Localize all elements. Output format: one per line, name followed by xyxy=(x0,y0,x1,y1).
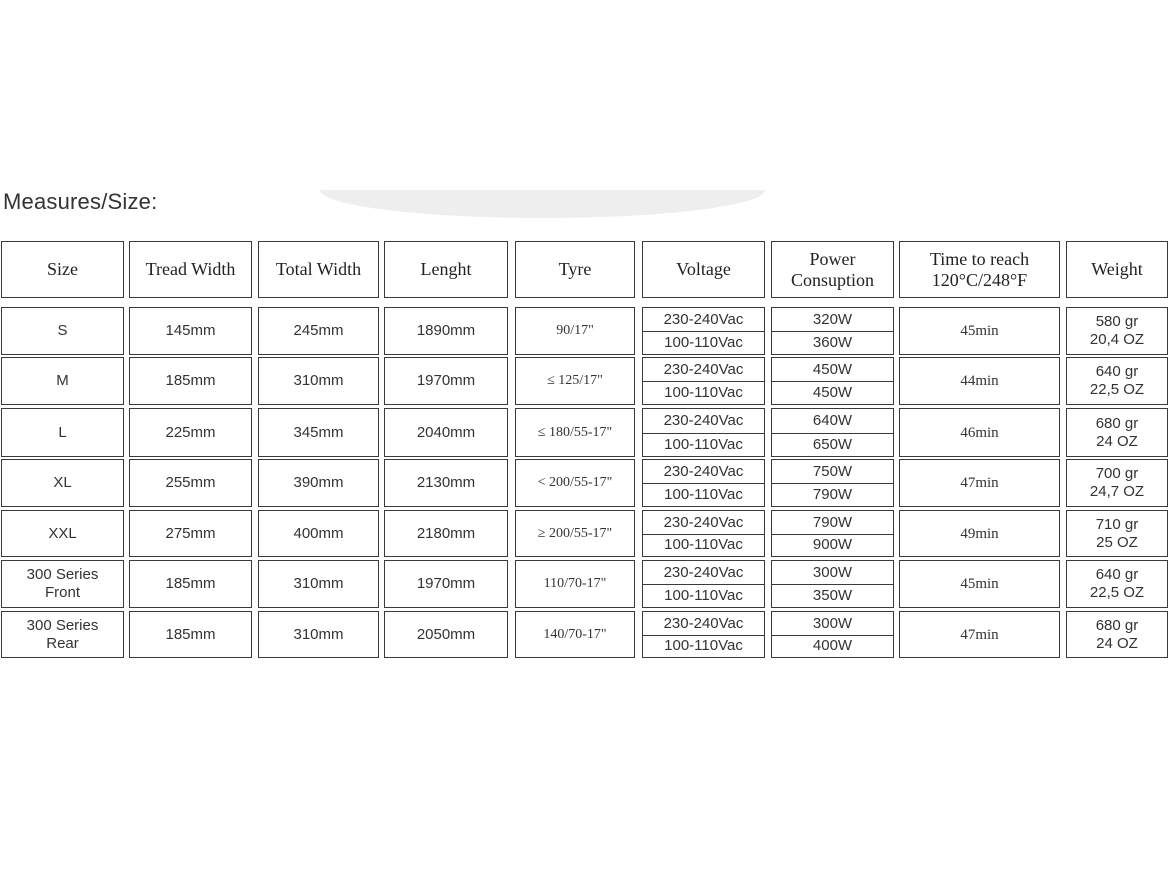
cell-voltage xyxy=(642,307,765,355)
cell-power-second: 900W xyxy=(812,536,853,554)
weight-grams: 640 gr xyxy=(1095,566,1139,583)
weight-ounces: 24 OZ xyxy=(1096,432,1138,450)
cell-size-text: 300 Series Rear xyxy=(26,616,99,652)
cell-size xyxy=(1,560,124,608)
weight-grams: 680 gr xyxy=(1095,616,1139,634)
cell-tyre xyxy=(515,459,635,507)
cell-power-first: 790W xyxy=(772,511,893,535)
header-tyre xyxy=(515,241,635,298)
cell-voltage-first: 230-240Vac xyxy=(643,511,764,535)
cell-power-first: 750W xyxy=(772,460,893,484)
cell-time-text: 44min xyxy=(960,373,999,389)
cell-weight xyxy=(1066,459,1168,507)
cell-power-first: 300W xyxy=(772,612,893,636)
cell-tread-width-text: 145mm xyxy=(165,322,216,339)
cell-tread-width xyxy=(129,510,252,557)
header-weight xyxy=(1066,241,1168,298)
cell-tyre-text: < 200/55-17" xyxy=(537,475,613,490)
cell-power xyxy=(771,357,894,405)
header-voltage-text: Voltage xyxy=(676,259,731,279)
cell-length-text: 2050mm xyxy=(416,625,476,643)
cell-power xyxy=(771,510,894,557)
cell-tyre xyxy=(515,408,635,457)
cell-total-width-text: 345mm xyxy=(293,423,344,441)
header-tread-width xyxy=(129,241,252,298)
cell-total-width xyxy=(258,408,379,457)
header-tread-width-text: Tread Width xyxy=(145,259,236,279)
cell-total-width xyxy=(258,560,379,608)
header-tyre-text: Tyre xyxy=(558,259,592,279)
header-time-to-reach xyxy=(899,241,1060,298)
cell-tyre-text: ≥ 200/55-17" xyxy=(537,525,613,541)
cell-power-second: 790W xyxy=(812,486,853,503)
cell-power xyxy=(771,560,894,608)
cell-size xyxy=(1,510,124,557)
cell-voltage-second: 100-110Vac xyxy=(664,384,743,401)
cell-time xyxy=(899,459,1060,507)
cell-weight xyxy=(1066,611,1168,658)
cell-size-text: XXL xyxy=(48,524,77,542)
cell-tyre-text: 140/70-17" xyxy=(543,626,607,642)
cell-voltage-second: 100-110Vac xyxy=(664,637,743,655)
header-size xyxy=(1,241,124,298)
cell-length-text: 2130mm xyxy=(416,474,476,491)
cell-tyre xyxy=(515,510,635,557)
cell-size-text: L xyxy=(58,423,67,441)
header-length xyxy=(384,241,508,298)
weight-ounces: 22,5 OZ xyxy=(1089,584,1145,601)
cell-length xyxy=(384,560,508,608)
cell-size xyxy=(1,357,124,405)
cell-total-width-text: 310mm xyxy=(293,625,344,643)
cell-time-text: 45min xyxy=(960,576,999,592)
header-weight-text: Weight xyxy=(1091,259,1143,279)
cell-total-width-text: 400mm xyxy=(293,524,344,542)
weight-ounces: 20,4 OZ xyxy=(1089,331,1145,348)
cell-voltage xyxy=(642,459,765,507)
cell-voltage xyxy=(642,611,765,658)
cell-power xyxy=(771,408,894,457)
cell-power-second: 650W xyxy=(812,435,853,453)
cell-voltage-first: 230-240Vac xyxy=(643,308,764,332)
cell-length-text: 2040mm xyxy=(416,423,476,441)
weight-ounces: 24 OZ xyxy=(1096,634,1138,652)
cell-voltage-first: 230-240Vac xyxy=(643,460,764,484)
weight-grams: 580 gr xyxy=(1095,313,1139,330)
header-total-width xyxy=(258,241,379,298)
cell-size-text: S xyxy=(57,322,68,339)
cell-power-first: 300W xyxy=(772,561,893,585)
cell-time xyxy=(899,510,1060,557)
weight-grams: 640 gr xyxy=(1095,363,1139,380)
cell-power-second: 360W xyxy=(812,334,853,351)
cell-length-text: 2180mm xyxy=(416,524,476,542)
cell-voltage-second: 100-110Vac xyxy=(664,536,743,554)
header-time-to-reach-text: Time to reach 120°C/248°F xyxy=(929,248,1030,290)
cell-power xyxy=(771,307,894,355)
cell-voltage xyxy=(642,408,765,457)
cell-power-second: 400W xyxy=(812,637,853,655)
header-length-text: Lenght xyxy=(420,259,472,279)
cell-weight xyxy=(1066,510,1168,557)
section-title: Measures/Size: xyxy=(3,189,158,214)
cell-tyre xyxy=(515,560,635,608)
cell-voltage-second: 100-110Vac xyxy=(664,587,743,604)
cell-time xyxy=(899,560,1060,608)
cell-voltage xyxy=(642,510,765,557)
cell-time-text: 46min xyxy=(960,424,999,441)
cell-size-text: M xyxy=(56,372,69,389)
cell-voltage-second: 100-110Vac xyxy=(664,435,743,453)
cell-size xyxy=(1,611,124,658)
weight-ounces: 25 OZ xyxy=(1096,533,1138,551)
header-power-consumption-text: Power Consuption xyxy=(790,248,874,290)
cell-length xyxy=(384,357,508,405)
cell-voltage-first: 230-240Vac xyxy=(643,409,764,434)
cell-time xyxy=(899,408,1060,457)
cell-tyre-text: ≤ 180/55-17" xyxy=(537,424,613,440)
cell-voltage xyxy=(642,357,765,405)
cell-power-first: 320W xyxy=(772,308,893,332)
cell-length-text: 1970mm xyxy=(416,575,476,592)
header-size-text: Size xyxy=(47,259,78,279)
cell-tyre xyxy=(515,611,635,658)
cell-length xyxy=(384,510,508,557)
cell-power-second: 450W xyxy=(812,384,853,401)
cell-tread-width xyxy=(129,307,252,355)
cell-tread-width-text: 275mm xyxy=(165,524,216,542)
weight-grams: 710 gr xyxy=(1095,515,1139,533)
cell-weight xyxy=(1066,357,1168,405)
cell-voltage xyxy=(642,560,765,608)
cell-tread-width-text: 225mm xyxy=(165,423,216,441)
cell-size-text: 300 Series Front xyxy=(26,566,99,601)
cell-time-text: 47min xyxy=(960,626,999,643)
weight-ounces: 22,5 OZ xyxy=(1089,381,1145,398)
cell-total-width xyxy=(258,459,379,507)
cell-time-text: 45min xyxy=(960,323,999,339)
cell-tread-width xyxy=(129,408,252,457)
weight-grams: 700 gr xyxy=(1095,465,1139,482)
cell-tread-width-text: 185mm xyxy=(165,575,216,592)
cell-time xyxy=(899,611,1060,658)
cell-weight xyxy=(1066,307,1168,355)
cell-length-text: 1970mm xyxy=(416,372,476,389)
cell-tread-width xyxy=(129,611,252,658)
cell-tread-width xyxy=(129,357,252,405)
cell-length xyxy=(384,307,508,355)
cell-size-text: XL xyxy=(53,474,72,491)
cell-length xyxy=(384,408,508,457)
cell-length xyxy=(384,611,508,658)
cell-total-width-text: 390mm xyxy=(293,474,344,491)
header-total-width-text: Total Width xyxy=(275,259,362,279)
cell-power xyxy=(771,459,894,507)
cell-tyre xyxy=(515,357,635,405)
cell-tread-width-text: 185mm xyxy=(165,372,216,389)
cell-time-text: 47min xyxy=(960,475,999,491)
cell-size xyxy=(1,307,124,355)
header-power-consumption xyxy=(771,241,894,298)
cell-size xyxy=(1,408,124,457)
cell-total-width xyxy=(258,510,379,557)
cell-tread-width xyxy=(129,560,252,608)
cell-power-second: 350W xyxy=(812,587,853,604)
cell-tyre xyxy=(515,307,635,355)
cell-voltage-first: 230-240Vac xyxy=(643,561,764,585)
cell-power-first: 640W xyxy=(772,409,893,434)
cell-tyre-text: ≤ 125/17" xyxy=(547,373,603,388)
cell-power xyxy=(771,611,894,658)
cell-power-first: 450W xyxy=(772,358,893,382)
cell-time xyxy=(899,307,1060,355)
cell-weight xyxy=(1066,560,1168,608)
cell-time-text: 49min xyxy=(960,525,999,542)
cell-length-text: 1890mm xyxy=(416,322,476,339)
cell-total-width-text: 310mm xyxy=(293,575,344,592)
cell-voltage-second: 100-110Vac xyxy=(664,334,743,351)
cell-total-width-text: 245mm xyxy=(293,322,344,339)
cell-total-width xyxy=(258,611,379,658)
cell-tread-width-text: 185mm xyxy=(165,625,216,643)
cell-tread-width xyxy=(129,459,252,507)
cell-time xyxy=(899,357,1060,405)
cell-tyre-text: 90/17" xyxy=(556,323,594,338)
cell-weight xyxy=(1066,408,1168,457)
cell-voltage-first: 230-240Vac xyxy=(643,358,764,382)
cell-length xyxy=(384,459,508,507)
cell-total-width xyxy=(258,357,379,405)
cell-tread-width-text: 255mm xyxy=(165,474,216,491)
cell-size xyxy=(1,459,124,507)
cell-voltage-second: 100-110Vac xyxy=(664,486,743,503)
weight-grams: 680 gr xyxy=(1095,414,1139,432)
header-voltage xyxy=(642,241,765,298)
cell-total-width xyxy=(258,307,379,355)
weight-ounces: 24,7 OZ xyxy=(1089,483,1145,500)
cell-total-width-text: 310mm xyxy=(293,372,344,389)
cell-tyre-text: 110/70-17" xyxy=(543,576,607,591)
decorative-arc xyxy=(320,190,765,218)
cell-voltage-first: 230-240Vac xyxy=(643,612,764,636)
